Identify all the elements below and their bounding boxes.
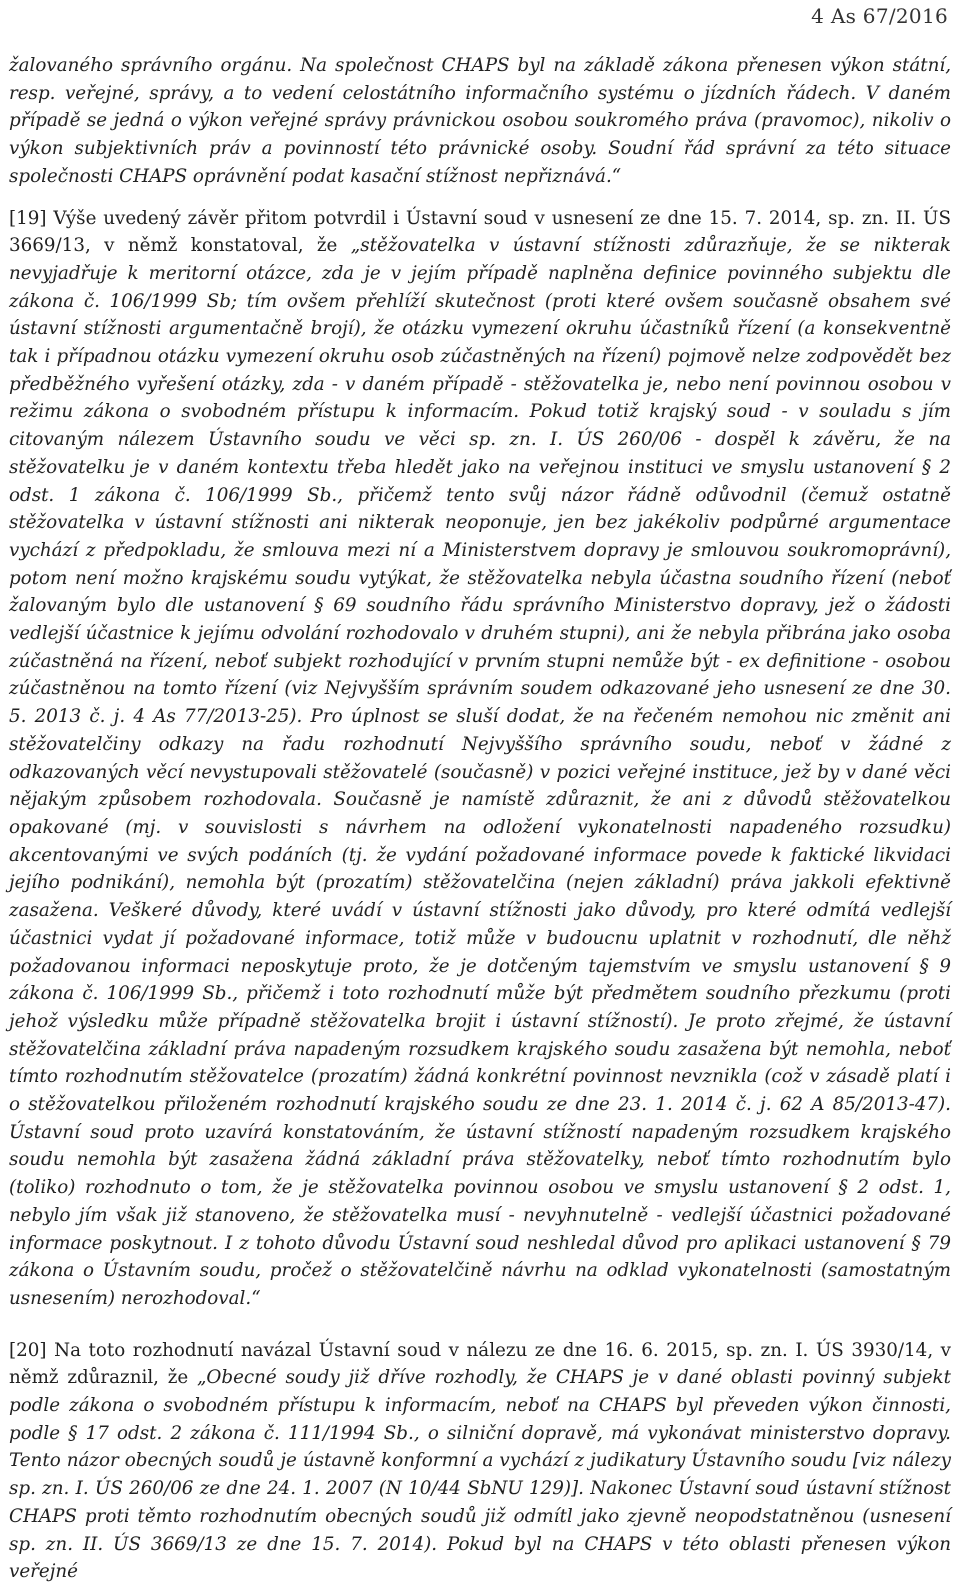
paragraph-19 — [9, 205, 951, 1313]
italic-text-run: žalovaného správního orgánu. Na společnost CHAPS byl na základě zákona přenesen výkon státní, resp. veřejné, správy, a to vedení celostátního informačního systému o jízdních řádech. V daném případě se jedná o výkon veřejné správy právnickou osobou soukromého práva (pravomoc), nikoliv o výkon subjektivních práv a povinností této právnické osoby. Soudní řád správní za této situace společnosti CHAPS oprávnění podat kasační stížnost nepřiznává.“ — [9, 55, 951, 187]
case-reference: 4 As 67/2016 — [811, 4, 948, 28]
italic-text-run: „Obecné soudy již dříve rozhodly, že CHAPS je v dané oblasti povinný subjekt podle zákona o svobodném přístupu k informacím, neboť na CHAPS byl převeden výkon činnosti, podle § 17 odst. 2 zákona č. 111/1994 Sb., o silniční dopravě, má vykonávat ministerstvo dopravy. Tento názor obecných soudů je ústavně konformní a vychází z judikatury Ústavního soudu [viz nálezy sp. zn. I. ÚS 260/06 ze dne 24. 1. 2007 (N 10/44 SbNU 129)]. Nakonec Ústavní soud ústavní stížnost CHAPS proti těmto rozhodnutím obecných soudů již odmítl jako zjevně neopodstatněnou (usnesení sp. zn. II. ÚS 3669/13 ze dne 15. 7. 2014). Pokud byl na CHAPS v této oblasti přenesen výkon veřejné — [9, 1367, 951, 1583]
italic-text-run: Pokud totiž krajský soud - v souladu s jím citovaným nálezem Ústavního soudu ve věci sp. zn. I. ÚS 260/06 - dospěl k závěru, že na stěžovatelku je v daném kontextu třeba hledět jako na veřejnou instituci ve smyslu ustanovení § 2 odst. 1 zákona č. 106/1999 Sb., přičemž tento svůj názor řádně odůvodnil (čemuž ostatně stěžovatelka v ústavní stížnosti ani nikterak neoponuje, jen bez jakékoliv podpůrné argumentace vychází z předpokladu, že smlouva mezi ní a Ministerstvem dopravy je smlouvou soukromoprávní), potom není možno krajskému soudu vytýkat, že stěžovatelka nebyla účastna soudního řízení (neboť žalovaným bylo dle ustanovení § 69 soudního řádu správního Ministerstvo dopravy, jež o žádosti vedlejší účastnice k jejímu odvolání rozhodovalo v druhém stupni), ani že nebyla přibrána jako osoba zúčastněná na řízení, neboť subjekt rozhodující v prvním stupni nemůže být - ex definitione - osobou zúčastněnou na tomto řízení (viz Nejvyšším správním soudem odkazované jeho usnesení ze dne 30. 5. 2013 č. j. 4 As 77/2013-25). Pro úplnost se sluší dodat, že na řečeném nemohou nic změnit ani stěžovatelčiny odkazy na řadu rozhodnutí Nejvyššího správního soudu, neboť v žádné z odkazovaných věcí nevystupovali stěžovatelé (současně) v pozici veřejné instituce, jež by v dané věci nějakým způsobem rozhodovala. Současně je namístě zdůraznit, že ani z důvodů stěžovatelkou opakované (mj. v souvislosti s návrhem na odložení vykonatelnosti napadeného rozsudku) akcentovanými ve svých podáních (tj. že vydání požadované informace povede k faktické likvidaci jejího podnikání), nemohla být (prozatím) stěžovatelčina (nejen základní) práva jakkoli efektivně zasažena. Veškeré důvody, které uvádí v ústavní stížnosti jako důvody, pro které odmítá vedlejší účastnici vydat jí požadované informace, totiž může v budoucnu uplatnit v rozhodnutí, dle něhž požadovanou informaci neposkytuje proto, že je dotčeným tajemstvím ve smyslu ustanovení § 9 zákona č. 106/1999 Sb., přičemž i toto rozhodnutí může být předmětem soudního přezkumu (proti jehož výsledku může případně stěžovatelka brojit i ústavní stížností). Je proto zřejmé, že ústavní stěžovatelčina základní práva napadeným rozsudkem krajského soudu zasažena být nemohla, neboť tímto rozhodnutím stěžovatelce (prozatím) žádná konkrétní povinnost nevznikla (což v zásadě platí i o stěžovatelkou přiloženém rozhodnutí krajského soudu ze dne 23. 1. 2014 č. j. 62 A 85/2013-47). Ústavní soud proto uzavírá konstatováním, že ústavní stížností napadeným rozsudkem krajského soudu nemohla být zasažena žádná základní práva stěžovatelky, neboť tímto rozhodnutím bylo (toliko) rozhodnuto o tom, že je stěžovatelka povinnou osobou ve smyslu ustanovení § 2 odst. 1, nebylo jím však již stanoveno, že stěžovatelka musí - nevyhnutelně - vedlejší účastnici požadované informace poskytnout. I z tohoto důvodu Ústavní soud neshledal důvod pro aplikaci ustanovení § 79 zákona o Ústavním soudu, pročež o stěžovatelčině návrhu na odklad vykonatelnosti (samostatným usnesením) nerozhodoval.“ — [9, 401, 951, 1309]
paragraph-20 — [9, 1337, 951, 1586]
italic-text-run: „stěžovatelka v ústavní stížnosti zdůrazňuje, že se nikterak nevyjadřuje k meritorní otázce, zda je v jejím případě naplněna definice povinného subjektu dle zákona č. 106/1999 Sb; tím ovšem přehlíží skutečnost (proti které ovšem současně obsahem své ústavní stížnosti argumentačně brojí), že otázku vymezení okruhu účastníků řízení (a konsekventně tak i případnou otázku vymezení okruhu osob zúčastněných na řízení) pojmově nelze zodpovědět bez předběžného vyřešení otázky, zda - v daném případě - stěžovatelka je, nebo není povinnou osobou v režimu zákona o svobodném přístupu k informacím. — [9, 235, 952, 423]
document-body — [9, 52, 951, 1586]
text-run: [20] Na toto rozhodnutí navázal Ústavní soud v nálezu ze dne 16. 6. 2015, sp. zn. I. ÚS 3930/14, v němž zdůraznil, že — [9, 1339, 951, 1389]
text-run: [19] Výše uvedený závěr přitom potvrdil i Ústavní soud v usnesení ze dne 15. 7. 2014, sp. zn. II. ÚS 3669/13, v němž konstatoval, že — [9, 207, 951, 257]
continued-quote — [9, 52, 951, 191]
